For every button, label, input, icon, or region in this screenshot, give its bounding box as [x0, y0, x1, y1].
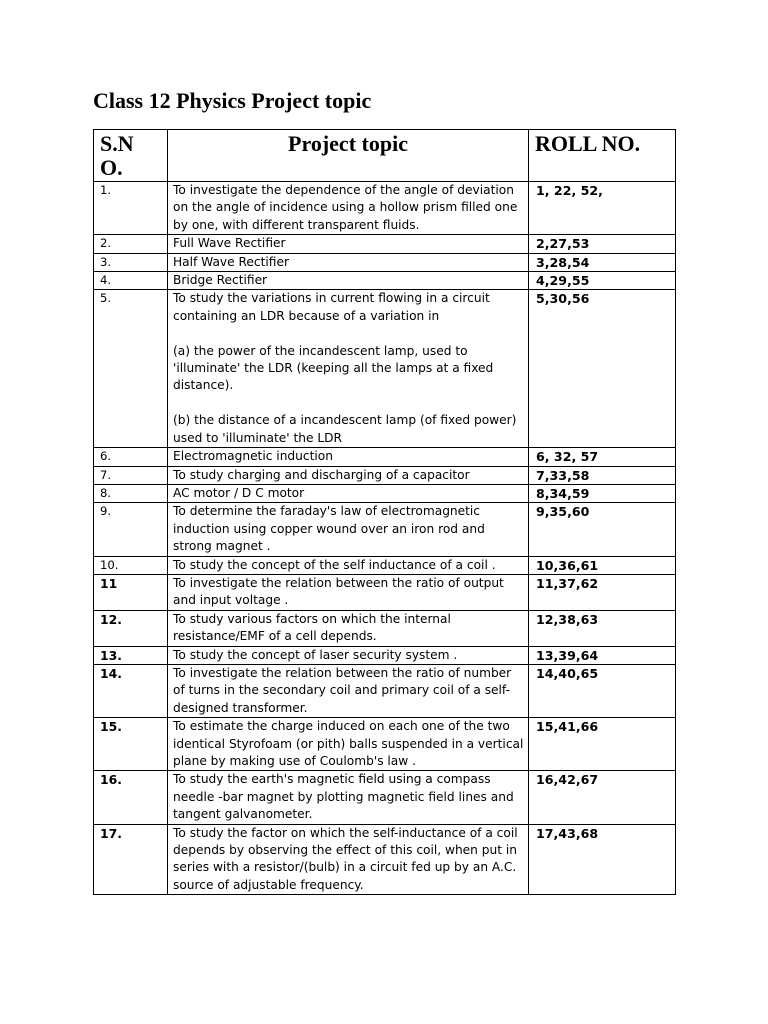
table-row — [94, 253, 676, 271]
row-sno: 2. — [94, 235, 168, 253]
row-sno: 13. — [94, 646, 168, 664]
row-roll-no: 6, 32, 57 — [529, 448, 676, 466]
page-title: Class 12 Physics Project topic — [93, 88, 372, 113]
table-row — [94, 503, 676, 556]
row-sno: 15. — [94, 718, 168, 771]
row-topic: To study various factors on which the internal resistance/EMF of a cell depends. — [168, 610, 529, 646]
row-sno: 6. — [94, 448, 168, 466]
row-topic: To investigate the dependence of the angle of deviation on the angle of incidence using a hollow prism filled one by one, with different transparent fluids. — [168, 182, 529, 235]
table-row — [94, 718, 676, 771]
row-sno: 10. — [94, 556, 168, 574]
table-row — [94, 610, 676, 646]
row-roll-no: 14,40,65 — [529, 664, 676, 717]
row-topic: To study the concept of the self inductance of a coil . — [168, 556, 529, 574]
row-topic: To study the variations in current flowing in a circuit containing an LDR because of a variation in (a) the power of the incandescent lamp, used to 'illuminate' the LDR (keeping all the lamps at a fixed distance). (b) the distance of a incandescent lamp (of fixed power) used to 'illuminate' the LDR — [168, 290, 529, 448]
row-sno: 8. — [94, 484, 168, 502]
row-roll-no: 8,34,59 — [529, 484, 676, 502]
row-topic: To investigate the relation between the ratio of output and input voltage . — [168, 574, 529, 610]
row-roll-no: 10,36,61 — [529, 556, 676, 574]
row-roll-no: 3,28,54 — [529, 253, 676, 271]
table-row — [94, 448, 676, 466]
table-row — [94, 556, 676, 574]
table-row — [94, 272, 676, 290]
row-topic: To estimate the charge induced on each one of the two identical Styrofoam (or pith) balls suspended in a vertical plane by making use of Coulomb's law . — [168, 718, 529, 771]
row-roll-no: 1, 22, 52, — [529, 182, 676, 235]
row-sno: 17. — [94, 824, 168, 895]
row-roll-no: 11,37,62 — [529, 574, 676, 610]
row-topic: To investigate the relation between the ratio of number of turns in the secondary coil and primary coil of a self-designed transformer. — [168, 664, 529, 717]
table-row — [94, 824, 676, 895]
project-topics-table — [93, 129, 676, 895]
row-sno: 11 — [94, 574, 168, 610]
row-roll-no: 9,35,60 — [529, 503, 676, 556]
row-sno: 14. — [94, 664, 168, 717]
row-sno: 1. — [94, 182, 168, 235]
row-roll-no: 16,42,67 — [529, 771, 676, 824]
row-sno: 4. — [94, 272, 168, 290]
row-sno: 7. — [94, 466, 168, 484]
row-roll-no: 4,29,55 — [529, 272, 676, 290]
row-roll-no: 17,43,68 — [529, 824, 676, 895]
row-sno: 9. — [94, 503, 168, 556]
row-sno: 12. — [94, 610, 168, 646]
row-sno: 3. — [94, 253, 168, 271]
row-topic: Half Wave Rectifier — [168, 253, 529, 271]
row-topic: To study the earth's magnetic field using a compass needle -bar magnet by plotting magnetic field lines and tangent galvanometer. — [168, 771, 529, 824]
row-topic: AC motor / D C motor — [168, 484, 529, 502]
table-row — [94, 771, 676, 824]
row-roll-no: 5,30,56 — [529, 290, 676, 448]
table-row — [94, 664, 676, 717]
row-topic: Full Wave Rectifier — [168, 235, 529, 253]
table-row — [94, 235, 676, 253]
table-row — [94, 290, 676, 448]
row-roll-no: 13,39,64 — [529, 646, 676, 664]
row-roll-no: 15,41,66 — [529, 718, 676, 771]
table-row — [94, 182, 676, 235]
header-roll-no: ROLL NO. — [529, 130, 676, 182]
row-sno: 16. — [94, 771, 168, 824]
table-row — [94, 466, 676, 484]
table-row — [94, 574, 676, 610]
row-topic: To determine the faraday's law of electromagnetic induction using copper wound over an iron rod and strong magnet . — [168, 503, 529, 556]
row-roll-no: 12,38,63 — [529, 610, 676, 646]
row-topic: To study the concept of laser security system . — [168, 646, 529, 664]
table-row — [94, 646, 676, 664]
header-project-topic: Project topic — [168, 130, 529, 182]
table-row — [94, 484, 676, 502]
row-topic: To study charging and discharging of a capacitor — [168, 466, 529, 484]
row-sno: 5. — [94, 290, 168, 448]
row-topic: Electromagnetic induction — [168, 448, 529, 466]
row-roll-no: 2,27,53 — [529, 235, 676, 253]
row-topic: To study the factor on which the self-inductance of a coil depends by observing the effect of this coil, when put in series with a resistor/(bulb) in a circuit fed up by an A.C. source of adjustable frequency. — [168, 824, 529, 895]
table-header-row — [94, 130, 676, 182]
header-sno: S.NO. — [94, 130, 168, 182]
row-roll-no: 7,33,58 — [529, 466, 676, 484]
row-topic: Bridge Rectifier — [168, 272, 529, 290]
